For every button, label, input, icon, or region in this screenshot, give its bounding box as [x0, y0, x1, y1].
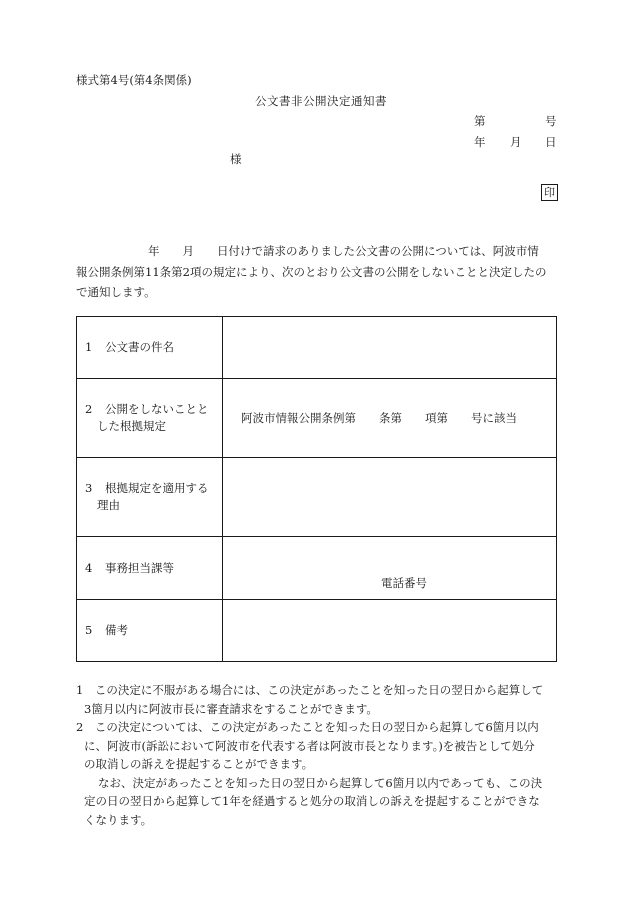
decision-details-table [76, 316, 557, 662]
note-1-line-1: 1 この決定に不服がある場合には、この決定があったことを知った日の翌日から起算して [76, 683, 544, 697]
note-2-line-2: に、阿波市(訴訟において阿波市を代表する者は阿波市長となります。)を被告として処分 [84, 738, 535, 753]
row-label [77, 317, 223, 379]
row-label [77, 379, 223, 458]
row-label-text-cont: 理由 [97, 498, 120, 512]
body-line-3: で通知します。 [76, 285, 156, 299]
table-row [77, 600, 557, 662]
document-number-suffix: 号 [545, 114, 557, 128]
note-2-line-4: なお、決定があったことを知った日の翌日から起算して6箇月以内であっても、この決 [98, 775, 543, 790]
table-row [77, 458, 557, 537]
form-number: 様式第4号(第4条関係) [76, 73, 192, 87]
reason-value-cell [223, 458, 557, 537]
note-2-line-1: 2 この決定については、この決定があったことを知った日の翌日から起算して6箇月以内 [76, 720, 539, 734]
row-number: 2 [85, 402, 93, 416]
row-label [77, 458, 223, 537]
legal-basis-value: 阿波市情報公開条例第 条第 項第 号に該当 [223, 379, 557, 458]
body-line-1: 年 月 日付けで請求のありました公文書の公開については、阿波市情 [148, 244, 539, 258]
table-row [77, 379, 557, 458]
row-label-text: 公文書の件名 [105, 340, 174, 354]
addressee-suffix: 様 [230, 152, 242, 166]
note-2-line-6: くなります。 [84, 812, 153, 827]
note-2-line-3: の取消しの訴えを提起することができます。 [84, 757, 314, 771]
seal-mark: 印 [541, 184, 558, 201]
document-number-label: 第 [474, 114, 486, 128]
date-year-label: 年 [474, 135, 486, 149]
row-label-text: 事務担当課等 [105, 560, 174, 575]
row-number: 3 [85, 481, 93, 495]
row-label-text: 根拠規定を適用する [105, 481, 209, 495]
note-2-line-5: 定の日の翌日から起算して1年を経過すると処分の取消しの訴えを提起することができな [84, 794, 540, 808]
row-label-text: 公開をしないことと [105, 402, 209, 416]
row-label-text-cont: した根拠規定 [97, 419, 166, 433]
table-row [77, 317, 557, 379]
row-label-text: 備考 [105, 623, 128, 637]
contact-value-cell [223, 537, 557, 600]
remarks-value-cell [223, 600, 557, 662]
row-number: 5 [85, 623, 93, 637]
row-label [77, 600, 223, 662]
subject-value-cell [223, 317, 557, 379]
document-title: 公文書非公開決定通知書 [255, 94, 387, 108]
phone-number-label: 電話番号 [381, 576, 427, 590]
row-label [77, 537, 223, 600]
table-row [77, 537, 557, 600]
body-line-2: 報公開条例第11条第2項の規定により、次のとおり公文書の公開をしないことと決定したの [76, 264, 547, 279]
notes-section [76, 681, 561, 829]
notification-body [76, 241, 558, 303]
date-month-label: 月 [510, 135, 522, 149]
row-number: 4 [85, 560, 93, 575]
note-1-line-2: 3箇月以内に阿波市長に審査請求をすることができます。 [84, 701, 378, 716]
row-number: 1 [85, 340, 93, 354]
date-day-label: 日 [545, 135, 557, 149]
